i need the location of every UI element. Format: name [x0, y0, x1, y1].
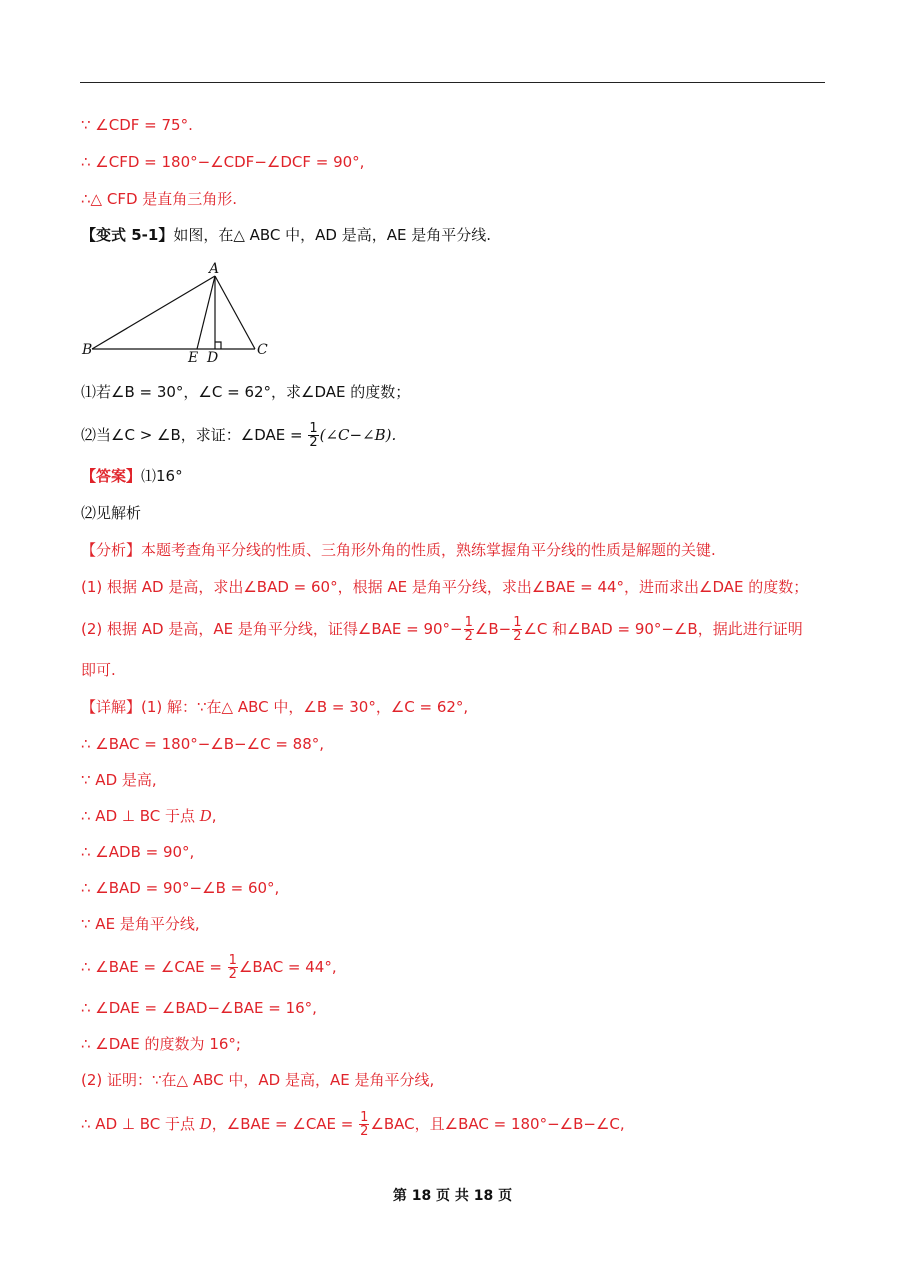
- fraction-denominator: 2: [309, 435, 318, 450]
- detail-line: ∴ ∠BAD = 90°−∠B = 60°,: [81, 879, 280, 897]
- header-rule: [80, 82, 825, 83]
- fraction-numerator: 1: [513, 615, 522, 630]
- question-2-expression: (∠C−∠B).: [319, 426, 397, 444]
- detail-line: [81, 954, 337, 981]
- solution-line: ∴△ CFD 是直角三角形.: [81, 190, 238, 208]
- detail-line: ∴ ∠ADB = 90°,: [81, 843, 195, 861]
- detail-line: ∵ AE 是角平分线,: [81, 915, 200, 933]
- point-D-label: D: [199, 1115, 212, 1133]
- fraction-denominator: 2: [360, 1124, 369, 1139]
- fraction-half: [359, 1111, 369, 1138]
- fraction-numerator: 1: [464, 615, 473, 630]
- detail-line: (2) 证明：∵在△ ABC 中，AD 是高，AE 是角平分线,: [81, 1071, 435, 1089]
- label-D: D: [207, 350, 219, 366]
- label-E: E: [188, 350, 199, 366]
- fraction-half: [464, 616, 474, 643]
- detail-text: ，∠BAE = ∠CAE =: [211, 1115, 359, 1133]
- fraction-half: [512, 616, 522, 643]
- analysis-2-text: ∠C 和∠BAD = 90°−∠B，据此进行证明: [523, 620, 803, 638]
- triangle-diagram: [80, 258, 280, 368]
- side-AC: [215, 276, 255, 349]
- detail-line: [81, 806, 217, 826]
- solution-line: ∴ ∠CFD = 180°−∠CDF−∠DCF = 90°,: [81, 153, 365, 171]
- answer-2: ⑵见解析: [81, 504, 142, 522]
- fraction-half: [228, 954, 238, 981]
- analysis-point-2-end: 即可.: [81, 661, 116, 679]
- point-D-label: D: [199, 807, 212, 825]
- solution-line: ∵ ∠CDF = 75°.: [81, 116, 193, 134]
- detail-text: ∴ AD ⊥ BC 于点: [81, 1115, 200, 1133]
- fraction-denominator: 2: [228, 967, 237, 982]
- label-C: C: [257, 342, 268, 358]
- fraction-numerator: 1: [228, 953, 237, 968]
- analysis-2-text: (2) 根据 AD 是高，AE 是角平分线，证得∠BAE = 90°−: [81, 620, 463, 638]
- side-AB: [92, 276, 215, 349]
- label-B: B: [82, 342, 93, 358]
- right-angle-mark: [215, 342, 221, 349]
- fraction-half: [308, 422, 318, 449]
- analysis-2-text: ∠B−: [474, 620, 512, 638]
- detail-line: [81, 1111, 625, 1138]
- variant-question: [81, 225, 491, 245]
- analysis-point-1: (1) 根据 AD 是高，求出∠BAD = 60°，根据 AE 是角平分线，求出∠BAE = 44°，进而求出∠DAE 的度数；: [81, 578, 809, 596]
- question-2: [81, 422, 396, 449]
- analysis-point-2: [81, 616, 803, 643]
- variant-tag: 【变式 5-1】: [81, 226, 174, 244]
- detail-text: ∴ ∠BAE = ∠CAE =: [81, 958, 227, 976]
- variant-text: 如图，在△ ABC 中，AD 是高，AE 是角平分线.: [173, 226, 492, 244]
- fraction-numerator: 1: [309, 421, 318, 436]
- detail-line: ∴ ∠DAE = ∠BAD−∠BAE = 16°,: [81, 999, 317, 1017]
- label-A: A: [209, 261, 220, 277]
- detail-line: ∵ AD 是高,: [81, 771, 157, 789]
- question-2-text: ⑵当∠C > ∠B，求证：∠DAE =: [81, 426, 308, 444]
- fraction-numerator: 1: [360, 1110, 369, 1125]
- detail-text: ∠BAC = 44°,: [238, 958, 337, 976]
- question-1: ⑴若∠B = 30°，∠C = 62°，求∠DAE 的度数；: [81, 383, 411, 401]
- answer-1: ⑴16°: [141, 467, 183, 485]
- segment-AE: [197, 276, 215, 349]
- page-footer: 第 18 页 共 18 页: [392, 1188, 513, 1204]
- detail-line: ∴ ∠BAC = 180°−∠B−∠C = 88°,: [81, 735, 325, 753]
- fraction-denominator: 2: [464, 629, 473, 644]
- detail-line: ∴ ∠DAE 的度数为 16°;: [81, 1035, 241, 1053]
- answer-tag: 【答案】: [81, 467, 142, 485]
- detail-text: ,: [211, 807, 217, 825]
- analysis-line: 【分析】本题考查角平分线的性质、三角形外角的性质，熟练掌握角平分线的性质是解题的关键.: [81, 541, 716, 559]
- answer-line: [81, 466, 183, 486]
- detail-text: ∠BAC，且∠BAC = 180°−∠B−∠C,: [370, 1115, 625, 1133]
- fraction-denominator: 2: [513, 629, 522, 644]
- detail-text: ∴ AD ⊥ BC 于点: [81, 807, 200, 825]
- detail-line: 【详解】(1) 解：∵在△ ABC 中，∠B = 30°，∠C = 62°,: [81, 698, 469, 716]
